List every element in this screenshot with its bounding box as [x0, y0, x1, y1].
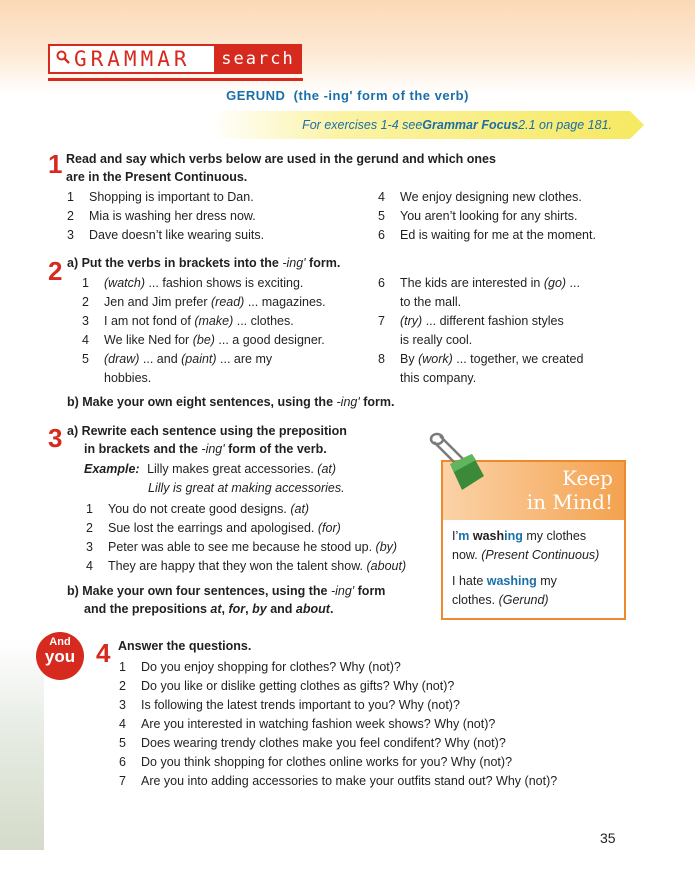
item-text: ... [566, 276, 580, 290]
item-text: Dave doesn’t like wearing suits. [89, 228, 265, 242]
item-number: 5 [82, 352, 89, 366]
list-item [67, 207, 256, 227]
list-item [82, 293, 326, 313]
verb: (try) [400, 314, 423, 328]
instruction-text: b) Make your own four sentences, using the [67, 584, 331, 598]
question-item [119, 658, 401, 678]
item-number: 1 [67, 190, 74, 204]
preposition: (about) [366, 559, 407, 573]
list-item [378, 312, 564, 332]
item-text: Is following the latest trends important to you? Why (not)? [141, 698, 460, 712]
item-text: I am not fond of [104, 314, 195, 328]
instruction-text: in brackets and the [84, 442, 202, 456]
instruction-text: form of the verb. [224, 442, 327, 456]
instruction-text: a) Put the verbs in brackets into the [67, 256, 283, 270]
list-item [378, 226, 596, 246]
question-item [119, 734, 506, 754]
item-number: 3 [82, 314, 89, 328]
keep-in-mind-example-2 [452, 572, 622, 610]
item-text: Shopping is important to Dan. [89, 190, 254, 204]
exercise-3b-instruction [67, 582, 385, 618]
ing-text: -ing' [330, 584, 355, 598]
item-number: 6 [119, 755, 126, 769]
item-text: Sue lost the earrings and apologised. [108, 521, 318, 535]
instruction-line: are in the Present Continuous. [66, 170, 248, 184]
item-number: 4 [86, 559, 93, 573]
instruction-line [67, 582, 385, 600]
tense-label: (Gerund) [498, 593, 549, 607]
item-text: Are you interested in watching fashion week shows? Why (not)? [141, 717, 496, 731]
item-text: Mia is washing her dress now. [89, 209, 256, 223]
example-text: Lilly makes great accessories. [147, 462, 318, 476]
item-text: ... magazines. [244, 295, 326, 309]
preposition: at [210, 602, 222, 616]
item-number: 3 [86, 540, 93, 554]
item-text: You aren’t looking for any shirts. [400, 209, 578, 223]
example-line [452, 572, 622, 591]
verb: (watch) [104, 276, 145, 290]
item-text: We enjoy designing new clothes. [400, 190, 582, 204]
list-item [378, 350, 583, 370]
item-text: ... different fashion styles [422, 314, 564, 328]
banner-arrow-icon [630, 111, 644, 139]
preposition: for [228, 602, 246, 616]
item-number: 7 [378, 314, 385, 328]
item-number: 5 [119, 736, 126, 750]
list-item [82, 350, 272, 370]
text: my [536, 574, 557, 588]
preposition: about [295, 602, 330, 616]
question-item [119, 715, 495, 735]
item-number: 1 [86, 502, 93, 516]
verb-stem: wash [469, 529, 505, 543]
tense-label: (Present Continuous) [481, 548, 600, 562]
item-text: ... fashion shows is exciting. [144, 276, 304, 290]
text: clothes. [452, 593, 499, 607]
item-text: The kids are interested in [400, 276, 544, 290]
grammar-focus-banner [210, 111, 630, 139]
preposition: (at) [290, 502, 310, 516]
focus-suffix: 2.1 on page 181. [518, 118, 612, 132]
ing-text: -ing' [282, 256, 306, 270]
text: I’ [452, 529, 459, 543]
list-item [82, 331, 325, 351]
exercise-2-number: 2 [48, 256, 63, 286]
item-text: Are you into adding accessories to make your outfits stand out? Why (not)? [141, 774, 558, 788]
item-number: 1 [119, 660, 126, 674]
badge-and: And [49, 636, 71, 648]
item-number: 8 [378, 352, 385, 366]
list-item-continuation: this company. [400, 371, 477, 385]
item-text: ... are my [216, 352, 273, 366]
highlight: m [458, 529, 470, 543]
item-number: 2 [119, 679, 126, 693]
question-item [119, 677, 454, 697]
list-item-continuation: hobbies. [104, 371, 152, 385]
badge-you: you [44, 647, 76, 666]
exercise-3-number: 3 [48, 423, 63, 453]
list-item [86, 538, 397, 558]
list-item [67, 188, 254, 208]
exercise-2b-instruction [67, 393, 394, 411]
list-item [86, 557, 406, 577]
search-label: search [214, 44, 302, 74]
item-number: 6 [378, 228, 385, 242]
instruction-line: a) Rewrite each sentence using the preposition [67, 424, 347, 438]
list-item [378, 274, 580, 294]
list-item [86, 519, 341, 539]
instruction-text: form [354, 584, 386, 598]
item-number: 3 [119, 698, 126, 712]
instruction-text: and the prepositions [84, 602, 211, 616]
list-item-continuation: is really cool. [400, 333, 473, 347]
item-text: Do you think shopping for clothes online works for you? Why (not)? [141, 755, 513, 769]
page-number: 35 [600, 830, 616, 846]
list-item [378, 207, 577, 227]
item-number: 4 [119, 717, 126, 731]
question-item [119, 772, 557, 792]
example-answer: Lilly is great at making accessories. [148, 481, 345, 495]
list-item [67, 226, 264, 246]
item-text: Does wearing trendy clothes make you feel condifent? Why (not)? [141, 736, 506, 750]
list-item [82, 274, 303, 294]
verb: (work) [418, 352, 453, 366]
item-text: We like Ned for [104, 333, 193, 347]
list-item [378, 188, 582, 208]
instruction-text: b) Make your own eight sentences, using the [67, 395, 337, 409]
item-text: Do you enjoy shopping for clothes? Why (not)? [141, 660, 401, 674]
item-text: Jen and Jim prefer [104, 295, 211, 309]
verb: (draw) [104, 352, 140, 366]
verb: (go) [543, 276, 567, 290]
grammar-label-box [48, 44, 216, 74]
item-text: By [400, 352, 419, 366]
item-text: Ed is waiting for me at the moment. [400, 228, 596, 242]
item-text: Do you like or dislike getting clothes as gifts? Why (not)? [141, 679, 455, 693]
and-you-badge [36, 632, 84, 680]
title-sub: (the -ing' form of the verb) [293, 88, 469, 103]
exercise-2a-instruction [67, 254, 340, 272]
example-line [452, 527, 622, 546]
item-text: ... a good designer. [214, 333, 325, 347]
item-text: ... clothes. [233, 314, 294, 328]
item-number: 2 [86, 521, 93, 535]
exercise-4-instruction: Answer the questions. [118, 639, 252, 653]
header-underline [48, 78, 303, 81]
item-number: 4 [378, 190, 385, 204]
instruction-text: and [270, 602, 293, 616]
item-number: 3 [67, 228, 74, 242]
item-text: ... and [139, 352, 182, 366]
text: my clothes [522, 529, 587, 543]
item-number: 4 [82, 333, 89, 347]
item-text: ... together, we created [452, 352, 584, 366]
question-item [119, 753, 512, 773]
focus-bold: Grammar Focus [422, 118, 519, 132]
text: I hate [452, 574, 487, 588]
paper-clip-icon [420, 428, 490, 503]
example-label: Example: [84, 462, 140, 476]
highlight: washing [486, 574, 537, 588]
verb: (paint) [181, 352, 217, 366]
item-number: 5 [378, 209, 385, 223]
list-item [82, 312, 294, 332]
preposition: (for) [317, 521, 341, 535]
item-number: 6 [378, 276, 385, 290]
preposition: (at) [317, 462, 337, 476]
highlight: ing [504, 529, 523, 543]
keep-in-mind-example-1 [452, 527, 622, 565]
title-line: Keep [562, 466, 613, 490]
exercise-3a-instruction [67, 422, 347, 458]
preposition: by [252, 602, 267, 616]
title-line: in Mind! [526, 490, 613, 514]
example-line [452, 546, 622, 565]
item-number: 7 [119, 774, 126, 788]
exercise-4-number: 4 [96, 638, 111, 668]
title-main: GERUND [226, 88, 286, 103]
text: now. [452, 548, 482, 562]
instruction-line [67, 440, 347, 458]
item-text: They are happy that they won the talent show. [108, 559, 367, 573]
item-text: Peter was able to see me because he stood up. [108, 540, 376, 554]
verb: (be) [192, 333, 215, 347]
exercise-1-instruction [66, 150, 496, 186]
verb: (read) [211, 295, 245, 309]
list-item-continuation: to the mall. [400, 295, 462, 309]
item-number: 1 [82, 276, 89, 290]
decorative-photo-strip [0, 640, 44, 850]
instruction-line: Read and say which verbs below are used in the gerund and which ones [66, 152, 496, 166]
item-number: 2 [67, 209, 74, 223]
section-title [0, 88, 695, 103]
instruction-line: and the prepositions at, for, by and about. [84, 602, 334, 616]
example-line [84, 460, 336, 480]
list-item [86, 500, 309, 520]
search-icon [56, 50, 70, 69]
focus-prefix: For exercises 1-4 see [302, 118, 423, 132]
instruction-text: form. [305, 256, 341, 270]
preposition: (by) [375, 540, 398, 554]
ing-text: -ing' [336, 395, 360, 409]
question-item [119, 696, 460, 716]
instruction-text: form. [359, 395, 395, 409]
item-text: You do not create good designs. [108, 502, 291, 516]
exercise-1-number: 1 [48, 149, 63, 179]
item-number: 2 [82, 295, 89, 309]
example-line [452, 591, 622, 610]
grammar-label: GRAMMAR [74, 47, 191, 71]
verb: (make) [194, 314, 234, 328]
ing-text: -ing' [201, 442, 225, 456]
